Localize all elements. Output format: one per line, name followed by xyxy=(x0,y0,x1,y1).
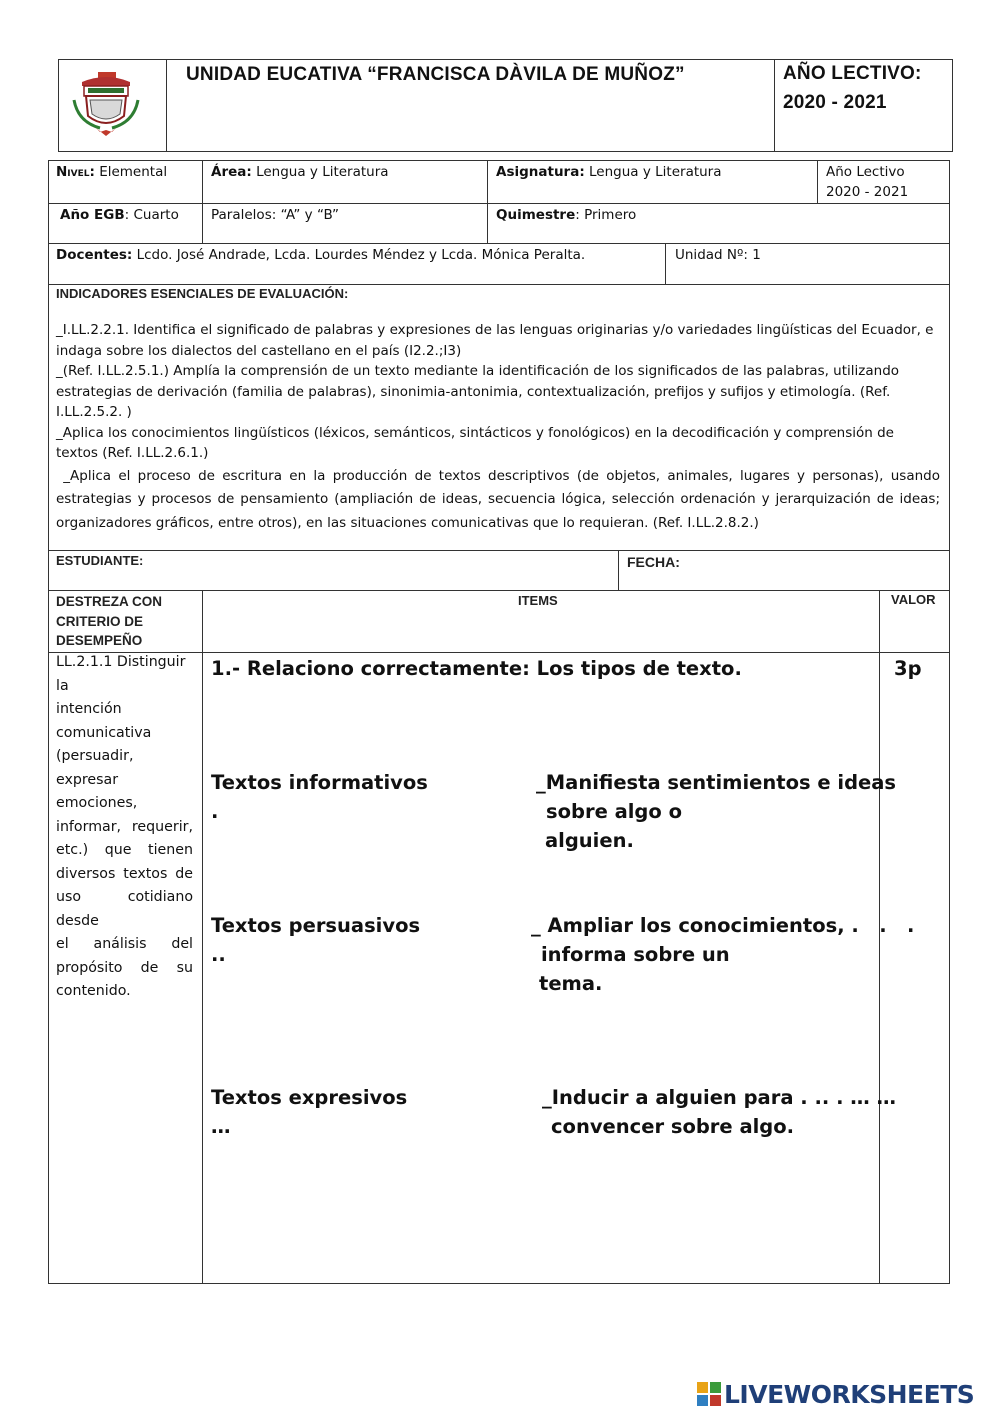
asignatura-cell xyxy=(496,162,722,182)
egb-cell xyxy=(60,205,179,225)
area-cell xyxy=(211,162,389,182)
info-col-line-5 xyxy=(618,550,619,591)
term-dots: .. xyxy=(211,943,226,966)
info-row-line-2 xyxy=(48,243,950,244)
col-valor-header: VALOR xyxy=(891,592,936,607)
estudiante-field[interactable] xyxy=(150,551,616,589)
destreza-line: comunicativa xyxy=(56,724,152,741)
destreza-line: expresar xyxy=(56,771,119,788)
destreza-text xyxy=(56,651,193,1004)
question-title: 1.- Relaciono correctamente: Los tipos de texto. xyxy=(211,657,742,680)
indicator-item: _Aplica el proceso de escritura en la producción de textos descriptivos (de objetos, animales, lugares y personas), usando estrategias y procesos de pensamiento (ampliación de ideas, secuencia lógica, selección ordenación y jerarquización de ideas; organizadores gráficos, entre otros), en las situaciones comunicativas que lo requieran. (Ref. I.LL.2.8.2.) xyxy=(56,467,945,531)
info-col-line-3 xyxy=(817,160,818,203)
anio-lectivo-value: 2020 - 2021 xyxy=(826,184,909,200)
def-line: _Manifiesta sentimientos e ideas xyxy=(536,771,897,794)
anio-lectivo-label: Año Lectivo xyxy=(826,164,905,180)
info-col-line-4 xyxy=(665,243,666,284)
egb-label: Año EGB xyxy=(60,207,125,223)
paralelos-cell: Paralelos: “A” y “B” xyxy=(211,207,340,223)
def-inducir[interactable] xyxy=(542,1083,896,1141)
info-row-line-1 xyxy=(48,203,950,204)
destreza-line: propósito de su xyxy=(56,959,193,976)
info-col-line-2 xyxy=(487,160,488,243)
term-label: Textos persuasivos xyxy=(211,914,421,937)
header-divider-1 xyxy=(166,59,167,152)
docentes-cell xyxy=(56,245,585,265)
area-label: Área: xyxy=(211,164,252,180)
header-divider-2 xyxy=(774,59,775,152)
def-manifiesta[interactable] xyxy=(536,768,896,855)
destreza-line: diversos textos de xyxy=(56,865,193,882)
school-crest-icon xyxy=(68,70,144,140)
egb-value: : Cuarto xyxy=(124,207,179,223)
term-persuasivos[interactable] xyxy=(211,911,420,969)
fecha-label: FECHA: xyxy=(627,554,680,570)
term-label: Textos expresivos xyxy=(211,1086,408,1109)
term-dots: … xyxy=(211,1115,231,1138)
info-col-line-1 xyxy=(202,160,203,243)
docentes-label: Docentes: xyxy=(56,247,133,263)
indicator-item: _Aplica los conocimientos lingüísticos (léxicos, semánticos, sintácticos y fonológicos) en la decodificación y comprensión de textos (Ref. I.LL.2.6.1.) xyxy=(56,424,894,461)
estudiante-label: ESTUDIANTE: xyxy=(56,553,144,568)
nivel-cell xyxy=(56,162,167,182)
asignatura-label: Asignatura: xyxy=(496,164,585,180)
area-value: Lengua y Literatura xyxy=(251,164,389,180)
liveworksheets-icon xyxy=(697,1382,721,1406)
destreza-line: uso cotidiano desde xyxy=(56,889,193,929)
liveworksheets-logo[interactable] xyxy=(697,1378,974,1410)
quimestre-cell xyxy=(496,205,636,225)
indicator-item: _(Ref. I.LL.2.5.1.) Amplía la comprensión de un texto mediante la identificación de los significados de las palabras, utilizando estrategias de derivación (familia de palabras), sinonimia-antonimia, contextualización, prefijos y sufijos y etimología. (Ref. I.LL.2.5.2. ) xyxy=(56,363,900,420)
term-label: Textos informativos xyxy=(211,771,428,794)
info-row-line-3 xyxy=(48,284,950,285)
destreza-line: intención xyxy=(56,701,122,717)
term-dots: . xyxy=(211,800,219,823)
valor-points: 3p xyxy=(894,657,922,680)
term-expresivos[interactable] xyxy=(211,1083,407,1141)
destreza-line: contenido. xyxy=(56,983,131,999)
col-destreza-header: DESTREZA CON CRITERIO DE DESEMPEÑO xyxy=(56,594,163,648)
destreza-line: (persuadir, xyxy=(56,748,134,764)
destreza-line: emociones, xyxy=(56,795,138,811)
liveworksheets-brand: LIVEWORKSHEETS xyxy=(724,1379,975,1409)
col-items-header: ITEMS xyxy=(518,593,558,608)
term-informativos[interactable] xyxy=(211,768,428,826)
destreza-line: informar, requerir, xyxy=(56,818,193,835)
destreza-line: etc.) que tienen xyxy=(56,842,193,858)
year-label: AÑO LECTIVO: xyxy=(783,63,922,84)
year-value: 2020 - 2021 xyxy=(783,92,887,113)
def-line: tema. xyxy=(539,972,603,995)
items-col-line-1 xyxy=(202,590,203,1284)
indicators-title: INDICADORES ESENCIALES DE EVALUACIÓN: xyxy=(56,286,349,301)
def-line: informa sobre un xyxy=(541,943,730,966)
fecha-field[interactable] xyxy=(690,551,948,589)
school-name: UNIDAD EUCATIVA “FRANCISCA DÀVILA DE MUÑOZ” xyxy=(186,64,685,85)
destreza-line: LL.2.1.1 Distinguir la xyxy=(56,654,186,694)
def-line: _Inducir a alguien para . .. . … … xyxy=(542,1086,897,1109)
def-line: convencer sobre algo. xyxy=(551,1115,795,1138)
def-ampliar[interactable] xyxy=(531,911,914,998)
nivel-label: Nivel: xyxy=(56,164,95,180)
nivel-value: Elemental xyxy=(94,164,168,180)
indicator-item: _I.LL.2.2.1. Identifica el significado de palabras y expresiones de las lenguas originarias y/o variedades lingüísticas del Ecuador, e indaga sobre los dialectos del castellano en el país (I2.2.;I3) xyxy=(56,322,934,359)
indicators-list xyxy=(56,320,945,535)
quimestre-value: : Primero xyxy=(575,207,637,223)
destreza-line: el análisis del xyxy=(56,936,193,952)
unidad-cell: Unidad Nº: 1 xyxy=(675,247,761,263)
def-line: _ Ampliar los conocimientos, . . . xyxy=(531,914,915,937)
quimestre-label: Quimestre xyxy=(496,207,576,223)
def-line: alguien. xyxy=(545,829,634,852)
docentes-value: Lcdo. José Andrade, Lcda. Lourdes Méndez y Lcda. Mónica Peralta. xyxy=(132,247,586,263)
asignatura-value: Lengua y Literatura xyxy=(584,164,722,180)
def-line: sobre algo o xyxy=(546,800,682,823)
